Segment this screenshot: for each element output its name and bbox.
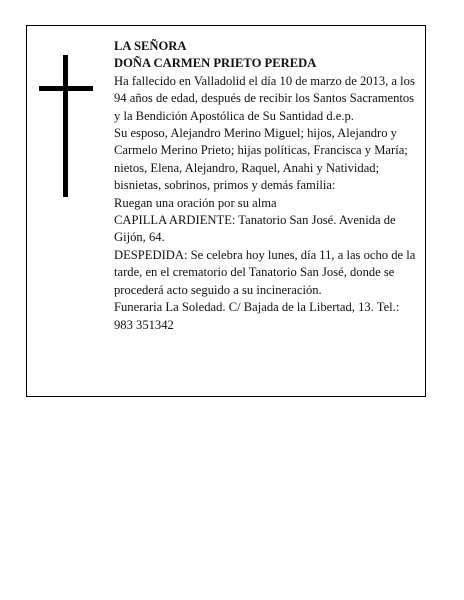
farewell-info: DESPEDIDA: Se celebra hoy lunes, día 11, a las ocho de la tarde, en el crematorio del Tanatorio San José, donde se procederá acto seguido a su incineración. — [114, 247, 416, 297]
chapel-info: CAPILLA ARDIENTE: Tanatorio San José. Avenida de Gijón, 64. — [114, 213, 396, 245]
cross-horizontal-bar — [39, 86, 93, 91]
funeral-home-info: Funeraria La Soledad. C/ Bajada de la Libertad, 13. Tel.: 983 351342 — [114, 300, 400, 332]
prayer-request: Ruegan una oración por su alma — [114, 195, 277, 210]
deceased-name: DOÑA CARMEN PRIETO PEREDA — [114, 56, 317, 71]
family-list: Su esposo, Alejandro Merino Miguel; hijos, Alejandro y Carmelo Merino Prieto; hijas políticas, Francisca y María; nietos, Elena, Alejandro, Raquel, Anahi y Natividad; bisnietas, sobrinos, primos y demás familia: — [114, 126, 408, 193]
obituary-text — [114, 38, 418, 334]
death-announcement: Ha fallecido en Valladolid el día 10 de marzo de 2013, a los 94 años de edad, después de recibir los Santos Sacramentos y la Bendición Apostólica de Su Santidad d.e.p. — [114, 73, 415, 123]
notice-title: LA SEÑORA — [114, 39, 187, 53]
cross-vertical-bar — [63, 55, 68, 197]
cross-icon — [39, 55, 93, 197]
